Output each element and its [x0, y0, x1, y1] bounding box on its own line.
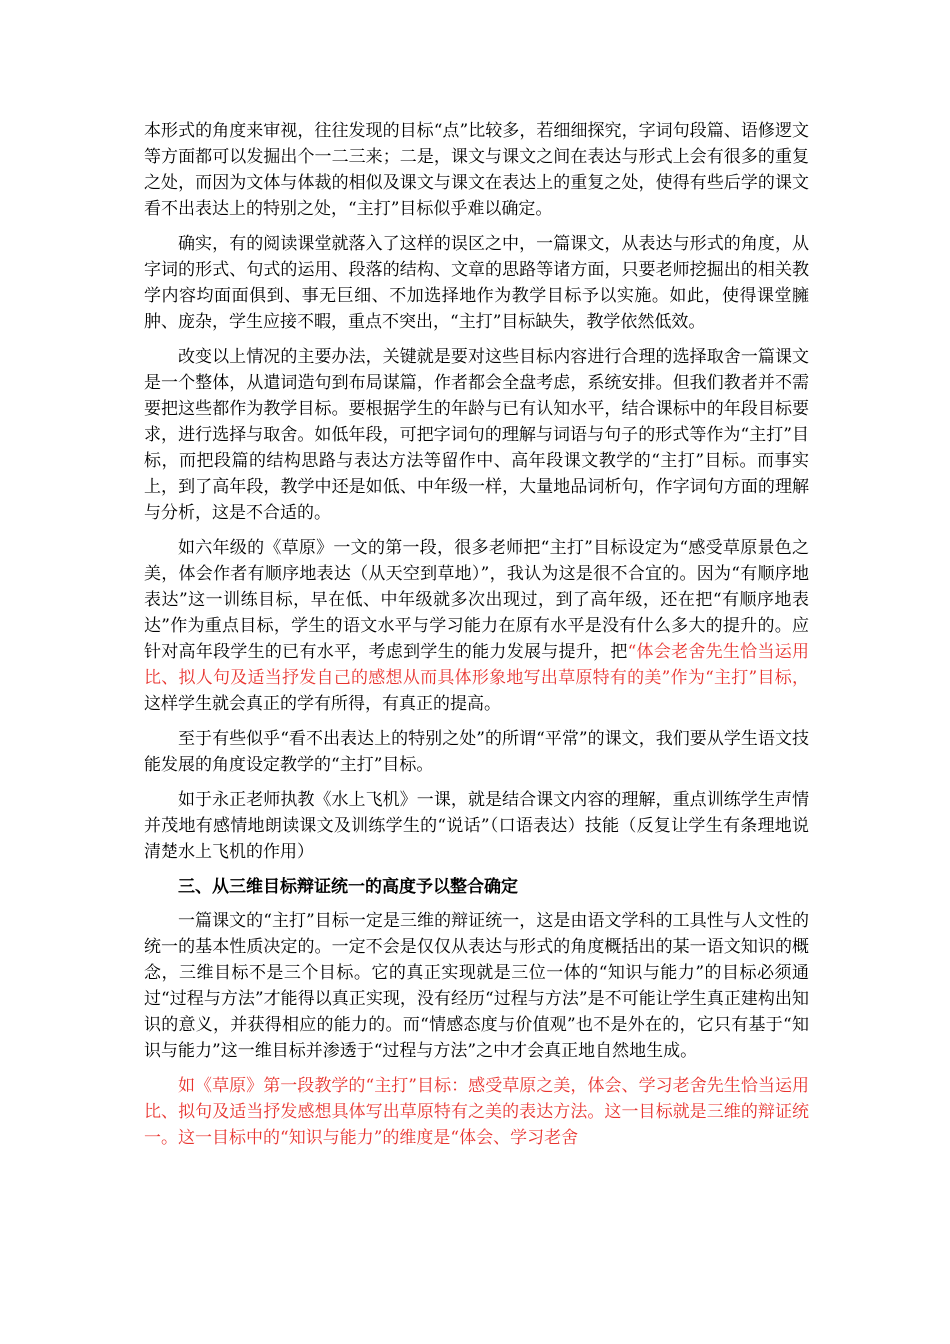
- paragraph-4-highlight: “体会老舍先生恰当运用比、拟人句及适当抒发自己的感想从而具体形象地写出草原特有的美”作为“主打”目标，: [144, 642, 809, 688]
- paragraph-4-part-c: 这样学生就会真正的学有所得，有真正的提高。: [144, 694, 501, 714]
- document-page: [144, 118, 809, 1160]
- paragraph-4: [144, 535, 809, 717]
- paragraph-6: 如于永正老师执教《水上飞机》一课，就是结合课文内容的理解，重点训练学生声情并茂地有感情地朗读课文及训练学生的“说话”（口语表达）技能（反复让学生有条理地说清楚水上飞机的作用）: [144, 790, 809, 862]
- paragraph-4-part-a: 如六年级的《草原》一文的第一段，很多老师把“主打”目标设定为“感受草原景色之美，体会作者有顺序地表达（从天空到草地）”，我认为这是很不合宜的。因为“有顺序地表达”这一训练目标，早在低、中年级就多次出现过，到了高年级，还在把“有顺序地表达”作为重点目标，学生的语文水平与学习能力在原有水平是没有什么多大的提升的。应针对高年段学生的已有水平，考虑到学生的能力发展与提升，把: [144, 538, 809, 662]
- paragraph-2: 确实，有的阅读课堂就落入了这样的误区之中，一篇课文，从表达与形式的角度，从字词的形式、句式的运用、段落的结构、文章的思路等诸方面，只要老师挖掘出的相关教学内容均面面俱到、事无巨细、不加选择地作为教学目标予以实施。如此，使得课堂臃肿、庞杂，学生应接不暇，重点不突出，“主打”目标缺失，教学依然低效。: [144, 234, 809, 332]
- paragraph-7: 一篇课文的“主打”目标一定是三维的辩证统一，这是由语文学科的工具性与人文性的统一的基本性质决定的。一定不会是仅仅从表达与形式的角度概括出的某一语文知识的概念，三维目标不是三个目标。它的真正实现就是三位一体的“知识与能力”的目标必须通过“过程与方法”才能得以真正实现，没有经历“过程与方法”是不可能让学生真正建构出知识的意义，并获得相应的能力的。而“情感态度与价值观”也不是外在的，它只有基于“知识与能力”这一维目标并渗透于“过程与方法”之中才会真正地自然地生成。: [144, 911, 809, 1061]
- paragraph-8-highlight: 如《草原》第一段教学的“主打”目标：感受草原之美，体会、学习老舍先生恰当运用比、拟句及适当抒发感想具体写出草原特有之美的表达方法。这一目标就是三维的辩证统一。这一目标中的“知识与能力”的维度是“体会、学习老舍: [144, 1076, 809, 1148]
- paragraph-3: 改变以上情况的主要办法，关键就是要对这些目标内容进行合理的选择取舍一篇课文是一个整体，从遣词造句到布局谋篇，作者都会全盘考虑，系统安排。但我们教者并不需要把这些都作为教学目标。要根据学生的年龄与已有认知水平，结合课标中的年段目标要求，进行选择与取舍。如低年段，可把字词句的理解与词语与句子的形式等作为“主打”目标，而把段篇的结构思路与表达方法等留作中、高年段课文教学的“主打”目标。而事实上，到了高年段，教学中还是如低、中年级一样，大量地品词析句，作字词句方面的理解与分析，这是不合适的。: [144, 347, 809, 523]
- paragraph-1: 本形式的角度来审视，往往发现的目标“点”比较多，若细细探究，字词句段篇、语修逻文等方面都可以发掘出个一二三来；二是，课文与课文之间在表达与形式上会有很多的重复之处，而因为文体与体裁的相似及课文与课文在表达上的重复之处，使得有些后学的课文看不出表达上的特别之处，“主打”目标似乎难以确定。: [144, 121, 809, 219]
- paragraph-5: 至于有些似乎“看不出表达上的特别之处”的所谓“平常”的课文，我们要从学生语文技能发展的角度设定教学的“主打”目标。: [144, 729, 809, 775]
- section-heading: 三、从三维目标辩证统一的高度予以整合确定: [178, 877, 518, 897]
